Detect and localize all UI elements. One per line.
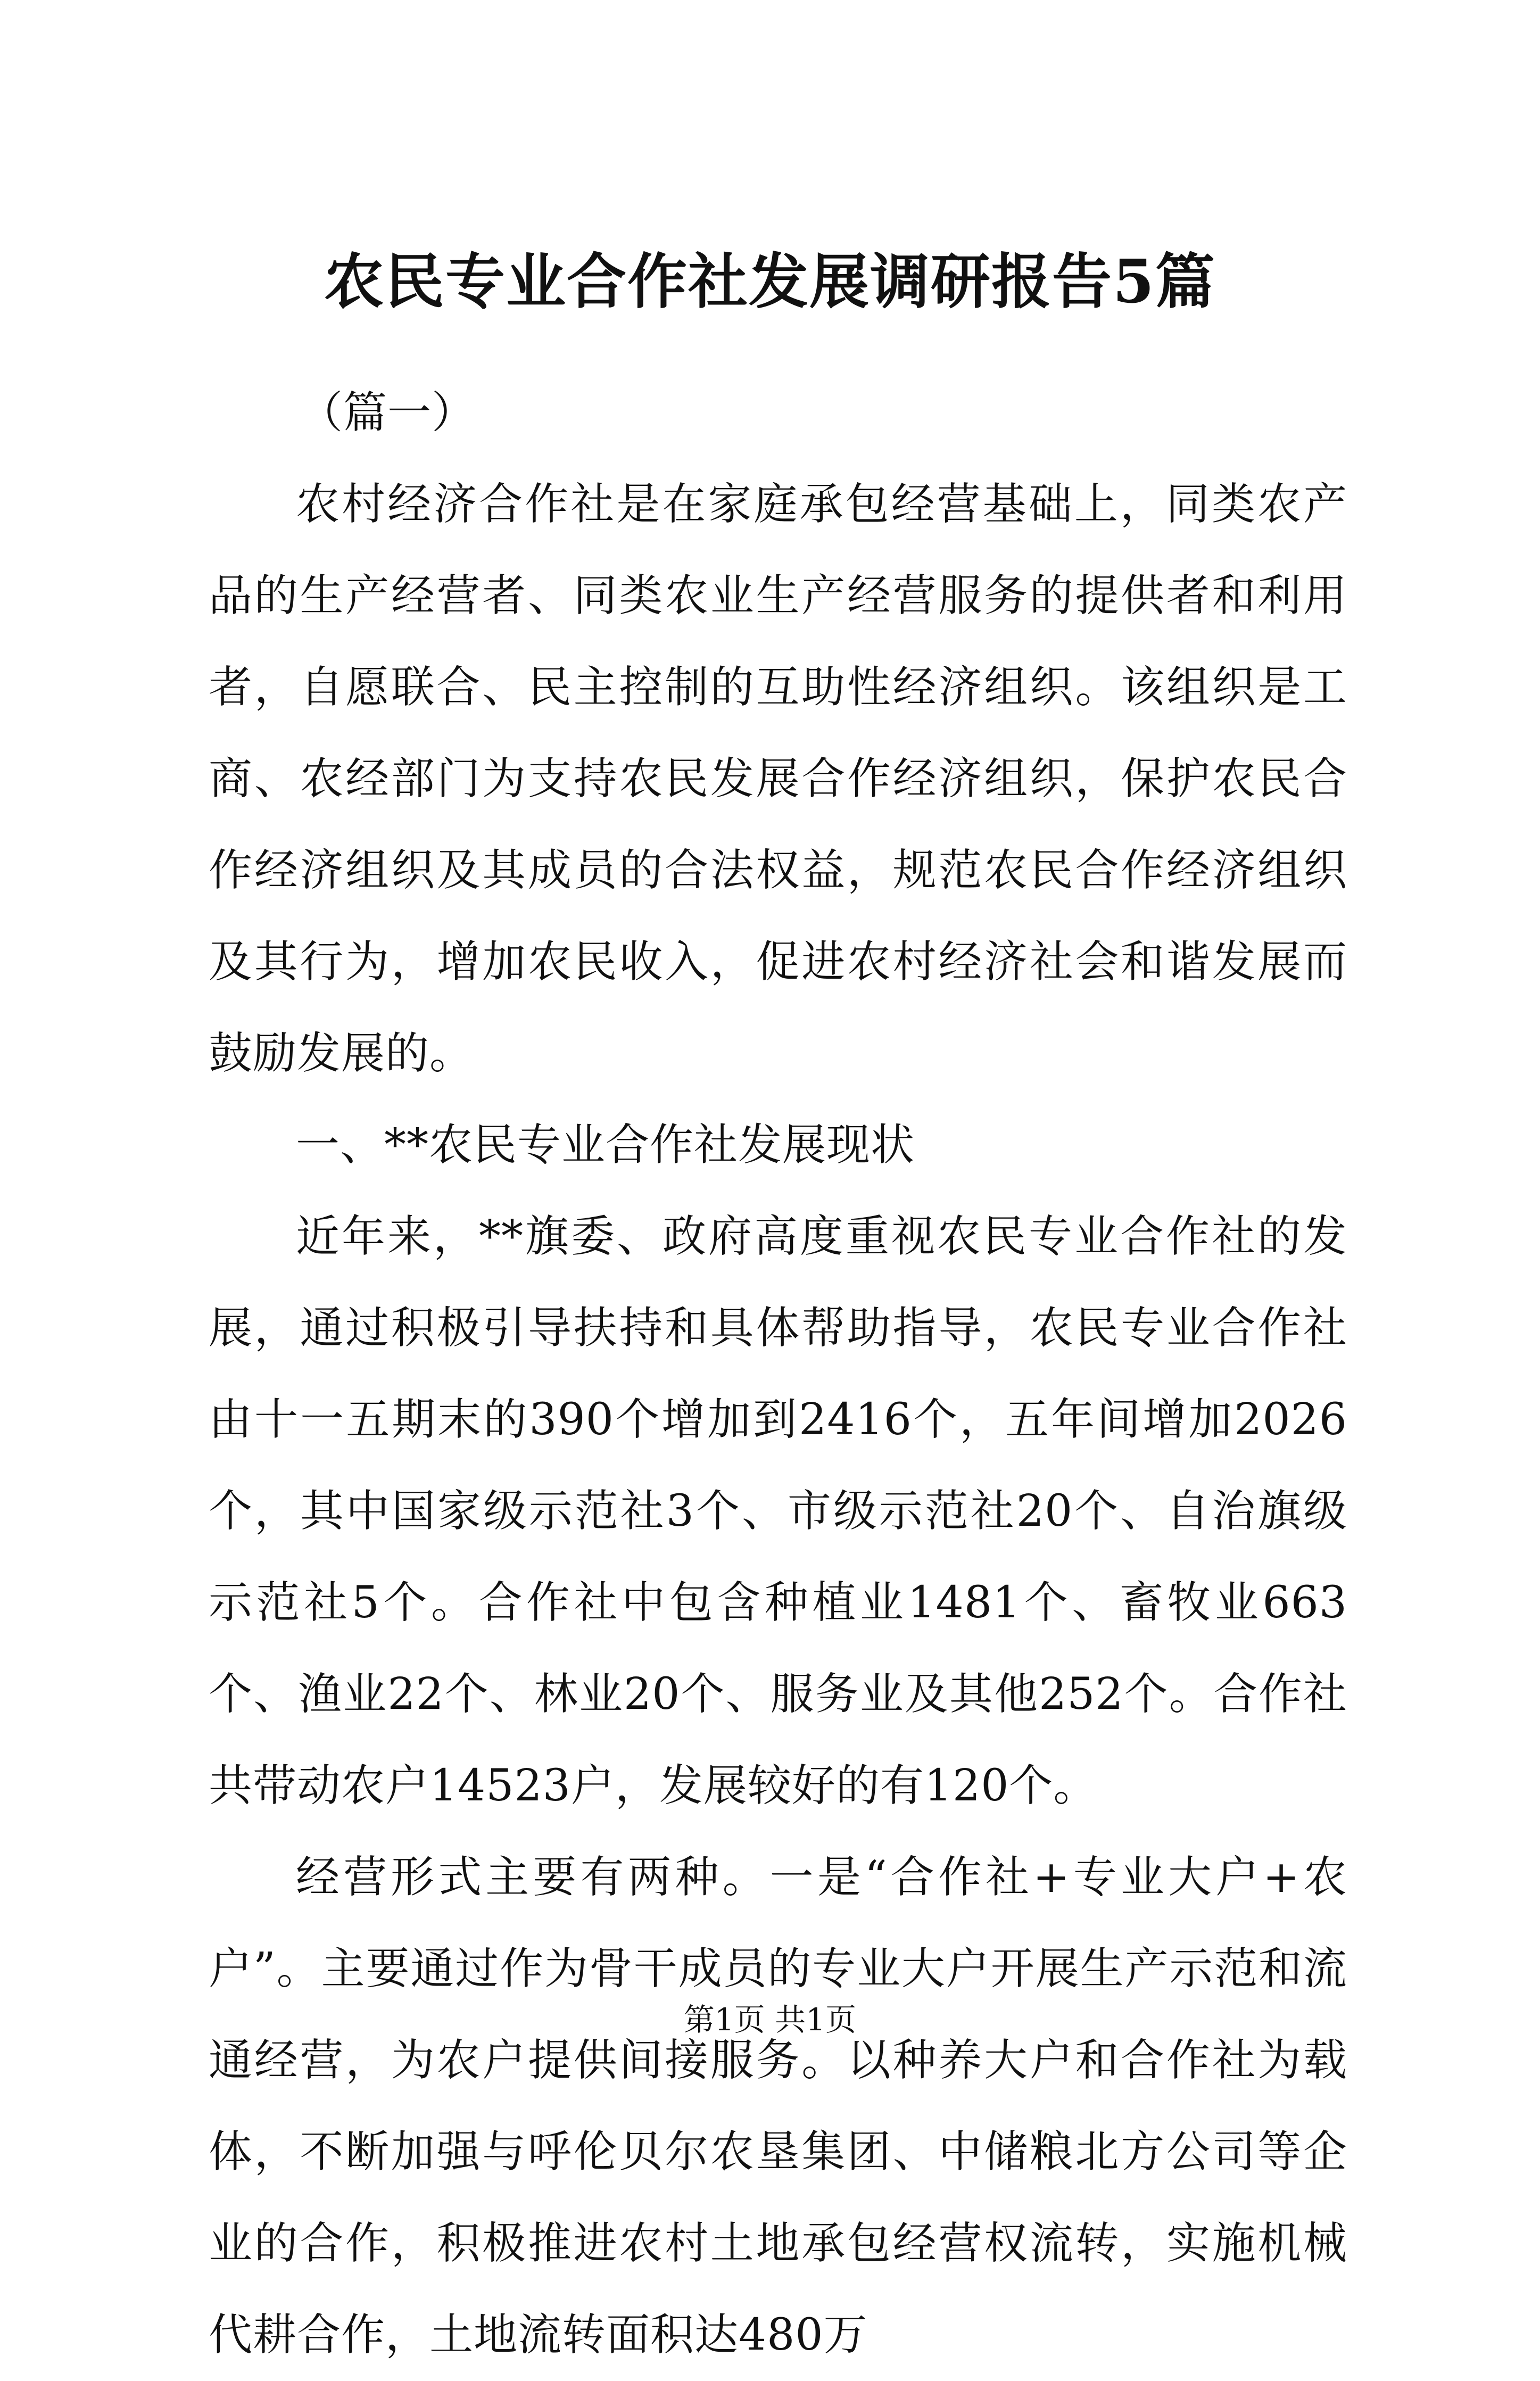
paragraph-status: 近年来，**旗委、政府高度重视农民专业合作社的发展，通过积极引导扶持和具体帮助指导，农民专业合作社由十一五期末的390个增加到2416个，五年间增加2026个，其中国家级示范社3个、市级示范社20个、自治旗级示范社5个。合作社中包含种植业1481个、畜牧业663个、渔业22个、林业20个、服务业及其他252个。合作社共带动农户14523户，发展较好的有120个。 [209,1211,1347,1811]
page-footer: 第1页 共1页 [683,2002,857,2038]
section-heading-status: 一、**农民专业合作社发展现状 [296,1120,915,1170]
document-title: 农民专业合作社发展调研报告5篇 [324,247,1216,317]
paragraph-intro: 农村经济合作社是在家庭承包经营基础上，同类农产品的生产经营者、同类农业生产经营服务的提供者和利用者，自愿联合、民主控制的互助性经济组织。该组织是工商、农经部门为支持农民发展合作经济组织，保护农民合作经济组织及其成员的合法权益，规范农民合作经济组织及其行为，增加农民收入，促进农村经济社会和谐发展而鼓励发展的。 [209,479,1347,1079]
section-heading-part-one: （篇一） [299,387,476,438]
paragraph-operation-forms: 经营形式主要有两种。一是“合作社+专业大户+农户”。主要通过作为骨干成员的专业大户开展生产示范和流通经营，为农户提供间接服务。以种养大户和合作社为载体，不断加强与呼伦贝尔农垦集团、中储粮北方公司等企业的合作，积极推进农村土地承包经营权流转，实施机械代耕合作，土地流转面积达480万 [209,1852,1347,2360]
document-body [209,367,1347,2381]
